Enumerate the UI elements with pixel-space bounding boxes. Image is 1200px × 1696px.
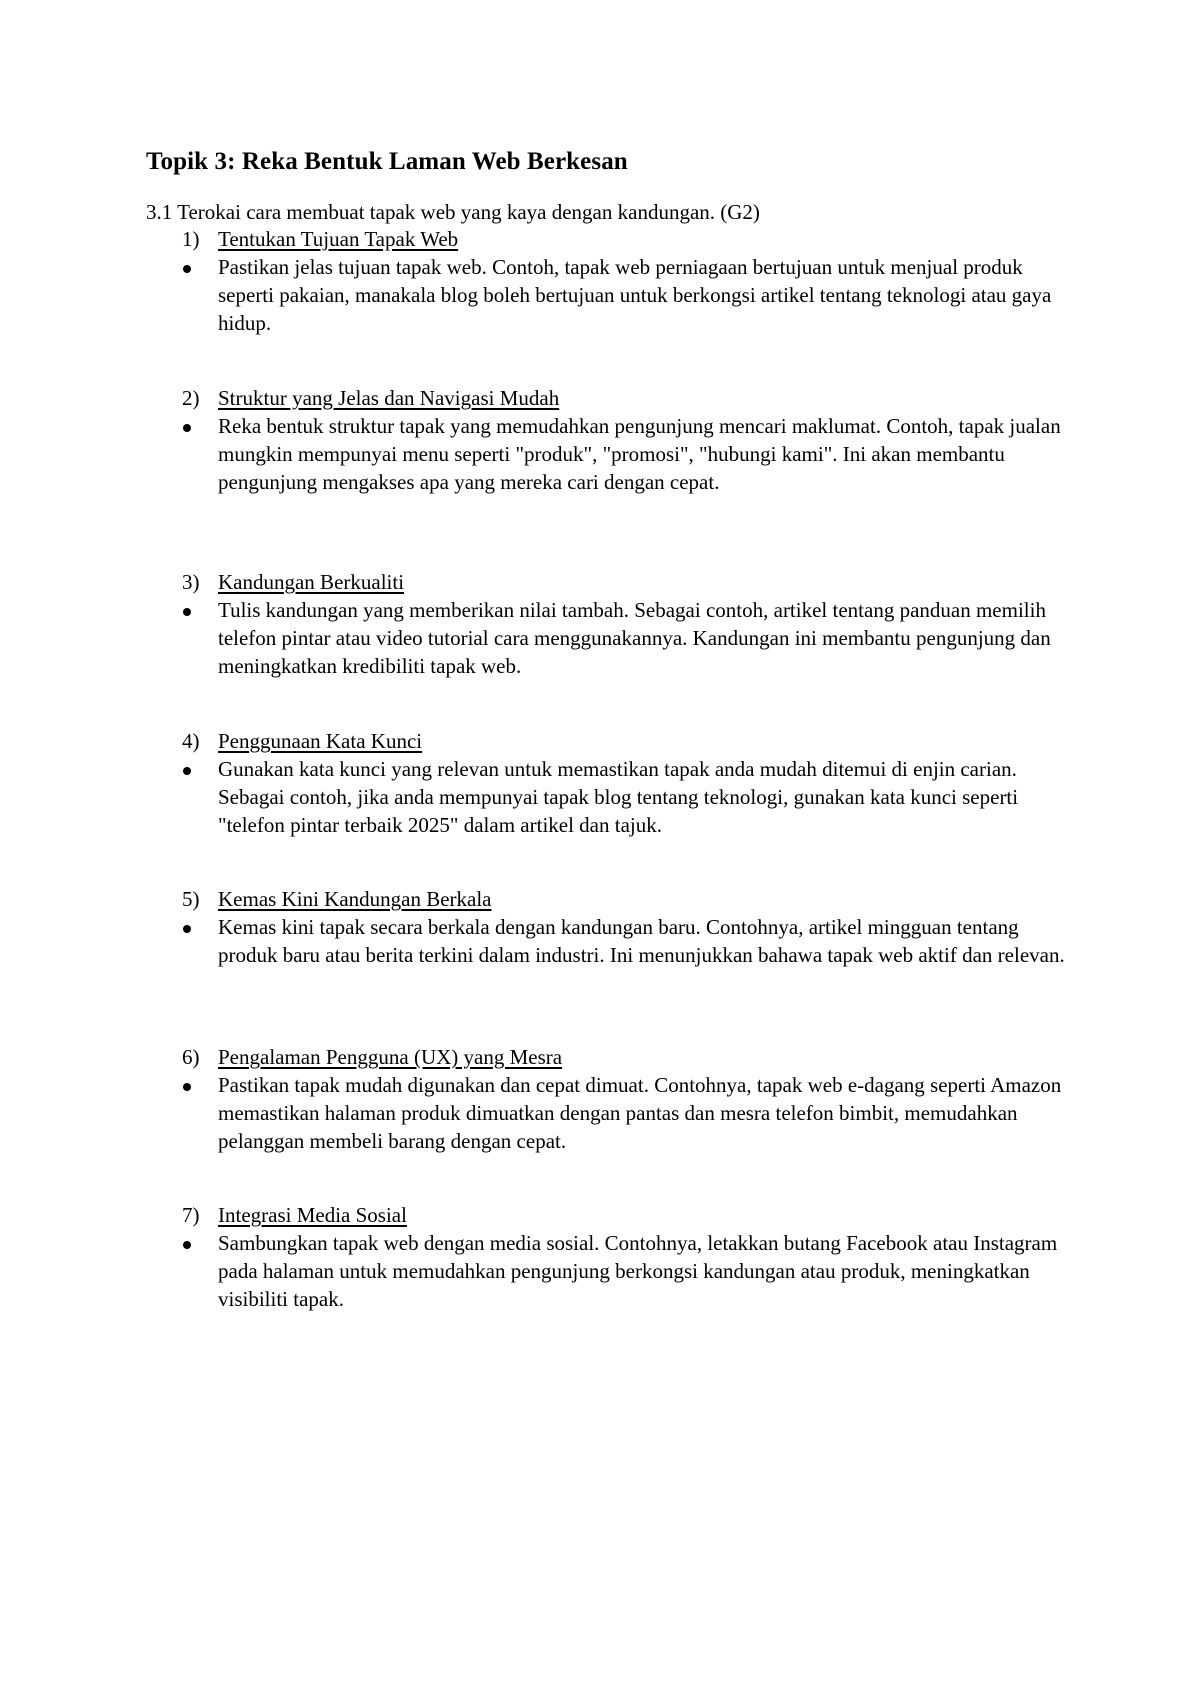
section-heading	[182, 885, 492, 913]
page-title: Topik 3: Reka Bentuk Laman Web Berkesan	[146, 148, 628, 175]
section-number: 6)	[182, 1045, 200, 1069]
bullet-text: Gunakan kata kunci yang relevan untuk memastikan tapak anda mudah ditemui di enjin carian. Sebagai contoh, jika anda mempunyai tapak blog tentang teknologi, gunakan kata kunci seperti "telefon pintar terbaik 2025" dalam artikel dan tajuk.	[218, 757, 1019, 837]
bullet-icon	[183, 1241, 191, 1249]
section-heading	[182, 225, 458, 253]
bullet-text: Sambungkan tapak web dengan media sosial. Contohnya, letakkan butang Facebook atau Instagram pada halaman untuk memudahkan pengunjung berkongsi kandungan atau produk, meningkatkan visibiliti tapak.	[218, 1231, 1058, 1311]
section-title: Integrasi Media Sosial	[218, 1203, 407, 1227]
bullet-icon	[183, 608, 191, 616]
section-title: Tentukan Tujuan Tapak Web	[218, 227, 459, 251]
section-heading	[182, 727, 422, 755]
section-heading	[182, 568, 404, 596]
section-number: 2)	[182, 386, 200, 410]
bullet-text: Tulis kandungan yang memberikan nilai tambah. Sebagai contoh, artikel tentang panduan memilih telefon pintar atau video tutorial cara menggunakannya. Kandungan ini membantu pengunjung dan meningkatkan kredibiliti tapak web.	[218, 598, 1051, 678]
section-number: 4)	[182, 729, 200, 753]
section-number: 5)	[182, 887, 200, 911]
bullet-text: Kemas kini tapak secara berkala dengan kandungan baru. Contohnya, artikel mingguan tentang produk baru atau berita terkini dalam industri. Ini menunjukkan bahawa tapak web aktif dan relevan.	[218, 915, 1065, 967]
page-subtitle: 3.1 Terokai cara membuat tapak web yang kaya dengan kandungan. (G2)	[146, 200, 760, 224]
bullet-icon	[183, 767, 191, 775]
bullet-icon	[183, 1083, 191, 1091]
bullet-text: Reka bentuk struktur tapak yang memudahkan pengunjung mencari maklumat. Contoh, tapak jualan mungkin mempunyai menu seperti "produk", "promosi", "hubungi kami". Ini akan membantu pengunjung mengakses apa yang mereka cari dengan cepat.	[218, 414, 1061, 494]
section-title: Kandungan Berkualiti	[218, 570, 405, 594]
section-heading	[182, 1043, 562, 1071]
section-title: Struktur yang Jelas dan Navigasi Mudah	[218, 386, 560, 410]
section-heading	[182, 384, 559, 412]
section-number: 7)	[182, 1203, 200, 1227]
bullet-text: Pastikan tapak mudah digunakan dan cepat dimuat. Contohnya, tapak web e-dagang seperti Amazon memastikan halaman produk dimuatkan dengan pantas dan mesra telefon bimbit, memudahkan pelanggan membeli barang dengan cepat.	[218, 1073, 1062, 1153]
bullet-icon	[183, 925, 191, 933]
bullet-text: Pastikan jelas tujuan tapak web. Contoh, tapak web perniagaan bertujuan untuk menjual produk seperti pakaian, manakala blog boleh bertujuan untuk berkongsi artikel tentang teknologi atau gaya hidup.	[218, 255, 1052, 335]
section-number: 3)	[182, 570, 200, 594]
section-title: Kemas Kini Kandungan Berkala	[218, 887, 492, 911]
section-title: Pengalaman Pengguna (UX) yang Mesra	[218, 1045, 563, 1069]
section-title: Penggunaan Kata Kunci	[218, 729, 423, 753]
bullet-icon	[183, 424, 191, 432]
section-heading	[182, 1201, 407, 1229]
section-number: 1)	[182, 227, 200, 251]
bullet-icon	[183, 265, 191, 273]
